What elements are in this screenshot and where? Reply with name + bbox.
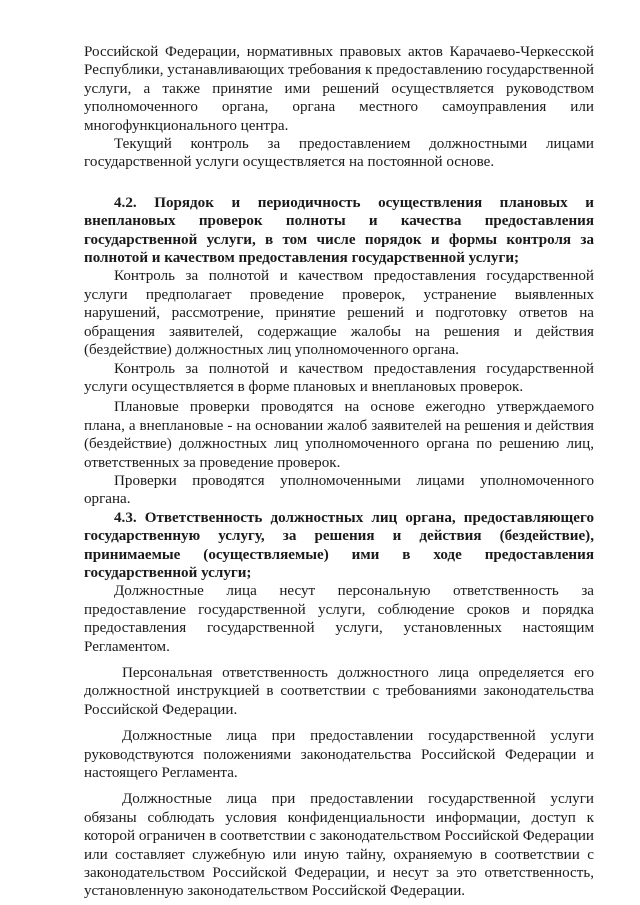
section-heading-4-2: 4.2. Порядок и периодичность осуществления плановых и внеплановых проверок полноты и качества предоставления государственной услуги, в том числе порядок и формы контроля за полнотой и качеством предоставления государственной услуги; [84,194,594,267]
paragraph-legislation-guidance: Должностные лица при предоставлении государственной услуги руководствуются положениями законодательства Российской Федерации и настоящего Регламента. [84,728,594,782]
paragraph-confidentiality: Должностные лица при предоставлении государственной услуги обязаны соблюдать условия конфиденциальности информации, доступ к которой ограничен в соответствии с законодательством Российской Федерации или составляет служебную или иную тайну, охраняемую в соответствии с законодательством Российской Федерации, и несут за это ответственность, установленную законодательством Российской Федерации. [84,791,594,900]
paragraph-control-form: Контроль за полнотой и качеством предоставления государственной услуги осуществляется в форме плановых и внеплановых проверок. [84,360,594,395]
paragraph-planned-inspections: Плановые проверки проводятся на основе ежегодно утверждаемого плана, а внеплановые - на основании жалоб заявителей на решения и действия (бездействие) должностных лиц уполномоченного органа по решению лиц, ответственных за проведение проверок. [84,399,594,471]
paragraph-inspections-conducted: Проверки проводятся уполномоченными лицами уполномоченного органа. [84,472,594,508]
paragraph-current-control: Текущий контроль за предоставлением должностными лицами государственной услуги осуществляется на постоянной основе. [84,136,594,171]
paragraph-personal-responsibility: Должностные лица несут персональную ответственность за предоставление государственной услуги, соблюдение сроков и порядка предоставления государственной услуги, установленных настоящим Регламентом. [84,583,594,655]
document-page [84,43,594,901]
paragraph-job-description: Персональная ответственность должностного лица определяется его должностной инструкцией в соответствии с требованиями законодательства Российской Федерации. [84,665,594,718]
paragraph-continuation: Российской Федерации, нормативных правовых актов Карачаево-Черкесской Республики, устанавливающих требования к предоставлению государственной услуги, а также принятие ими решений осуществляется руководством уполномоченного органа, органа местного самоуправления или многофункционального центра. [84,44,594,134]
section-heading-4-3: 4.3. Ответственность должностных лиц органа, предоставляющего государственную услугу, за решения и действия (бездействие), принимаемые (осуществляемые) ими в ходе предоставления государственной услуги; [84,509,594,581]
paragraph-control-quality: Контроль за полнотой и качеством предоставления государственной услуги предполагает проведение проверок, устранение выявленных нарушений, рассмотрение, принятие решений и подготовку ответов на обращения заявителей, содержащие жалобы на решения и действия (бездействие) должностных лиц уполномоченного органа. [84,268,594,359]
